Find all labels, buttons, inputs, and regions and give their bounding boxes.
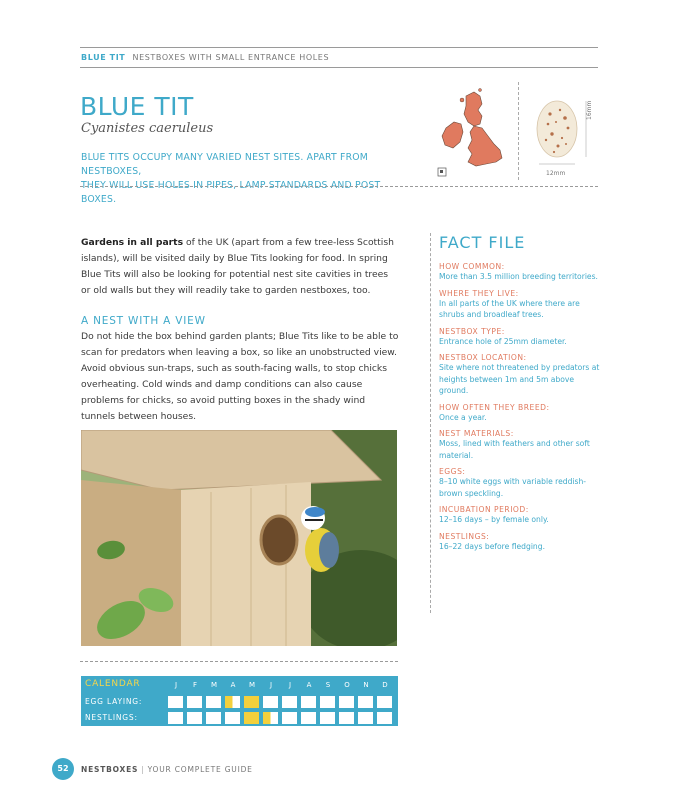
header-rule-bottom	[80, 67, 598, 68]
calendar-cell	[186, 695, 203, 709]
fact-file	[430, 233, 600, 613]
fact-value: 8–10 white eggs with variable reddish-brown speckling.	[439, 477, 587, 498]
calendar-month: A	[230, 681, 236, 689]
calendar-cell	[300, 695, 317, 709]
calendar-cell	[243, 695, 260, 709]
calendar-month: O	[344, 681, 350, 689]
calendar-row-label: EGG LAYING:	[85, 697, 143, 706]
intro-text	[81, 151, 401, 207]
footer-separator: |	[141, 765, 145, 774]
calendar-month: F	[192, 681, 198, 689]
photo-divider	[80, 661, 398, 662]
body-paragraph-1-text: of the UK (apart from a few tree-less Scottish islands), will be visited daily by Blue Tits looking for food. In spring Blue Tits will also be looking for potential nest site cavities in trees or old walls but they will readily take to garden nestboxes, too.	[81, 237, 394, 296]
fact-label: NEST MATERIALS:	[439, 429, 514, 438]
calendar-cell	[262, 711, 279, 725]
fact-label: HOW OFTEN THEY BREED:	[439, 402, 550, 412]
nestbox-photo	[81, 430, 397, 646]
footer-title	[81, 765, 253, 774]
fact-file-title: FACT FILE	[439, 233, 526, 252]
calendar-cell	[167, 711, 184, 725]
fact-value: Entrance hole of 25mm diameter.	[439, 336, 567, 346]
calendar-month: S	[325, 681, 331, 689]
photo-entrance-hole	[261, 516, 297, 564]
photo-bird-wing	[319, 532, 339, 568]
fact-label: HOW COMMON:	[439, 262, 505, 271]
calendar-cell	[243, 711, 260, 725]
calendar-cell	[319, 695, 336, 709]
running-head-section: BLUE TIT	[81, 53, 126, 62]
calendar-cell	[300, 711, 317, 725]
intro-line-2: THEY WILL USE HOLES IN PIPES, LAMP STANDARDS AND POST BOXES.	[81, 180, 381, 205]
fact-label: NESTBOX TYPE:	[439, 326, 505, 336]
calendar-month: D	[382, 681, 388, 689]
fact-value: Once a year.	[439, 412, 487, 422]
page-title: BLUE TIT	[80, 92, 194, 121]
calendar-cell	[357, 695, 374, 709]
page-number: 52	[52, 758, 74, 780]
calendar-header-row	[81, 677, 398, 693]
section-subhead: A NEST WITH A VIEW	[81, 315, 206, 327]
fact-value: 12–16 days – by female only.	[439, 515, 549, 524]
calendar-cell	[262, 695, 279, 709]
body-paragraph-1	[81, 235, 399, 299]
calendar-month: M	[210, 681, 218, 689]
calendar-cell	[224, 695, 241, 709]
calendar-month: J	[174, 681, 178, 689]
body-paragraph-2: Do not hide the box behind garden plants; Blue Tits like to be able to scan for predators when leaving a box, so like an unobstructed view. Avoid obvious sun-traps, such as south-facing walls, to stop chicks overheating. Cold winds and damp conditions can also cause problems for chicks, so avoid putting boxes in the shady wind tunnels between houses.	[81, 331, 399, 422]
calendar-row-egg-laying	[81, 694, 398, 710]
map-island	[460, 98, 464, 102]
calendar-cell	[281, 711, 298, 725]
calendar-cell	[281, 695, 298, 709]
running-head-chapter: NESTBOXES WITH SMALL ENTRANCE HOLES	[132, 53, 330, 62]
egg-shape	[537, 101, 577, 157]
map-scotland	[464, 92, 482, 126]
calendar-cell	[319, 711, 336, 725]
calendar-title: CALENDAR	[85, 679, 141, 689]
calendar-cell	[205, 695, 222, 709]
footer-book: NESTBOXES	[81, 765, 139, 774]
body-paragraph-1-lead: Gardens in all parts	[81, 237, 184, 248]
map-inset-mark	[440, 170, 443, 173]
header-rule-top	[80, 47, 598, 48]
egg-width-label: 12mm	[546, 170, 566, 177]
intro-divider	[80, 186, 598, 187]
fact-value: Site where not threatened by predators at heights between 1m and 5m above ground.	[439, 363, 600, 395]
calendar-cell	[376, 711, 393, 725]
distribution-map	[436, 88, 516, 180]
fact-label: EGGS:	[439, 467, 466, 476]
calendar-month: N	[363, 681, 369, 689]
calendar-row-nestlings	[81, 710, 398, 726]
fact-label: INCUBATION PERIOD:	[439, 505, 529, 514]
fact-value: More than 3.5 million breeding territories.	[439, 272, 598, 281]
calendar-cell	[186, 711, 203, 725]
calendar-month: M	[248, 681, 256, 689]
calendar-cell	[357, 711, 374, 725]
calendar-month: A	[306, 681, 312, 689]
footer-subtitle: YOUR COMPLETE GUIDE	[147, 765, 253, 774]
photo-box-front	[181, 482, 311, 646]
fact-label: WHERE THEY LIVE:	[439, 288, 519, 298]
breeding-calendar	[81, 676, 398, 726]
calendar-cell	[338, 695, 355, 709]
calendar-cell	[205, 711, 222, 725]
calendar-cell	[376, 695, 393, 709]
egg-illustration	[530, 96, 590, 166]
map-england-wales	[468, 126, 502, 166]
photo-bird-cap	[305, 507, 325, 517]
calendar-cell	[338, 711, 355, 725]
photo-roof	[81, 430, 381, 490]
fact-value: Moss, lined with feathers and other soft material.	[439, 439, 590, 460]
calendar-row-label: NESTLINGS:	[85, 713, 138, 722]
fact-label: NESTBOX LOCATION:	[439, 353, 527, 362]
intro-line-1: BLUE TITS OCCUPY MANY VARIED NEST SITES. APART FROM NESTBOXES,	[81, 152, 368, 177]
fact-value: 16–22 days before fledging.	[439, 541, 545, 551]
egg-height-label: 16mm	[586, 100, 593, 120]
map-ireland	[442, 122, 463, 148]
calendar-cell	[224, 711, 241, 725]
calendar-month: J	[269, 681, 273, 689]
calendar-month: J	[288, 681, 292, 689]
fact-label: NESTLINGS:	[439, 531, 490, 541]
latin-name: Cyanistes caeruleus	[81, 121, 214, 136]
fact-value: In all parts of the UK where there are shrubs and broadleaf trees.	[439, 298, 580, 319]
map-island	[479, 89, 482, 92]
calendar-cell	[167, 695, 184, 709]
running-head	[81, 53, 329, 62]
map-divider	[518, 82, 519, 180]
